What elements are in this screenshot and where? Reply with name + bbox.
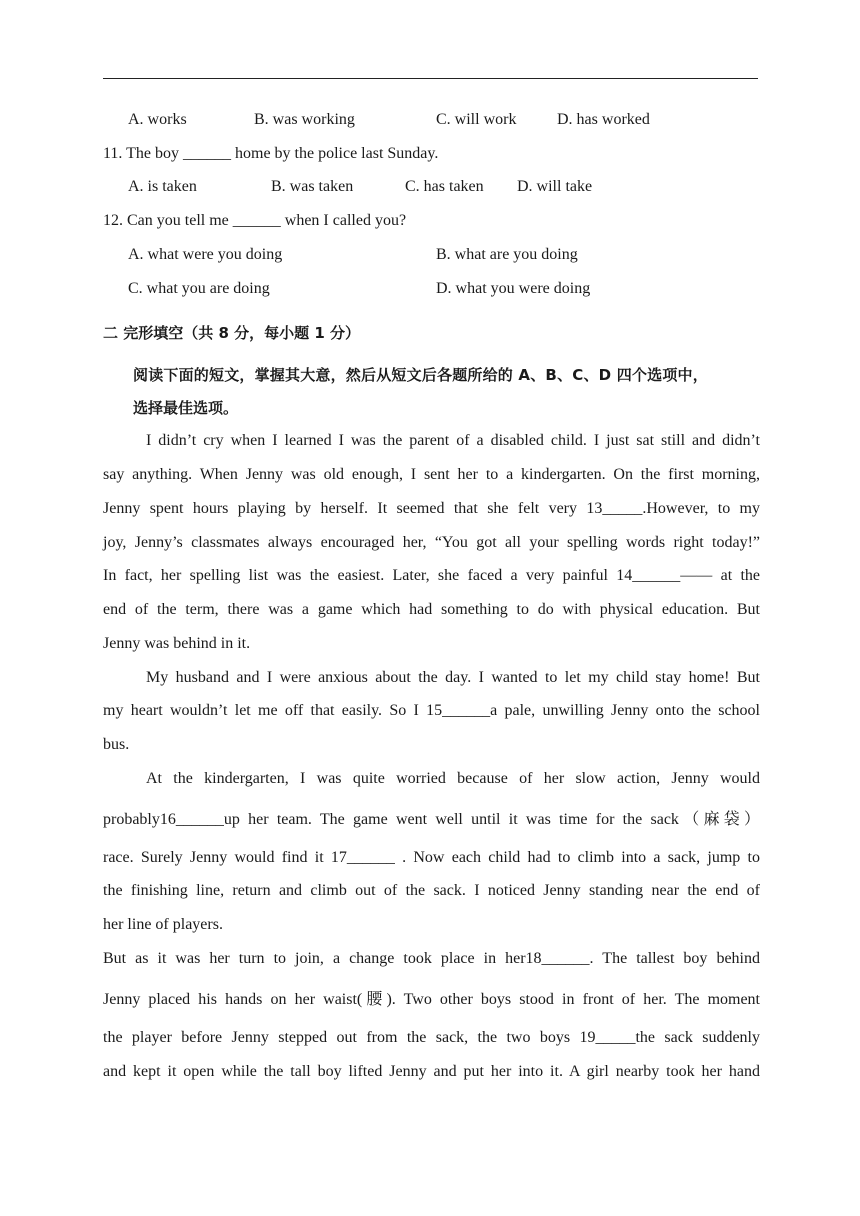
- section-heading: 二 完形填空（共 8 分，每小题 1 分）: [103, 324, 360, 342]
- passage-line: But as it was her turn to join, a change took place in her18______. The tallest boy behind: [103, 950, 760, 967]
- passage-line: and kept it open while the tall boy lifted Jenny and put her into it. A girl nearby took her hand: [103, 1063, 760, 1080]
- q11-option-c: C. has taken: [405, 178, 484, 195]
- q12-option-b: B. what are you doing: [436, 246, 578, 263]
- passage-line: say anything. When Jenny was old enough, I sent her to a kindergarten. On the first morning,: [103, 466, 760, 483]
- passage-line: At the kindergarten, I was quite worried because of her slow action, Jenny would: [146, 770, 760, 787]
- passage-line: my heart wouldn’t let me off that easily. So I 15______a pale, unwilling Jenny onto the school: [103, 702, 760, 719]
- passage-line: probably16______up her team. The game went well until it was time for the sack（麻袋）: [103, 811, 760, 828]
- passage-line: I didn’t cry when I learned I was the parent of a disabled child. I just sat still and didn’t: [146, 432, 760, 449]
- q11-option-a: A. is taken: [128, 178, 197, 195]
- passage-line: her line of players.: [103, 916, 223, 933]
- passage-line: Jenny placed his hands on her waist(腰). Two other boys stood in front of her. The moment: [103, 991, 760, 1008]
- passage-line: the player before Jenny stepped out from the sack, the two boys 19_____the sack suddenly: [103, 1029, 760, 1046]
- q12-stem: 12. Can you tell me ______ when I called you?: [103, 212, 407, 229]
- passage-line: Jenny spent hours playing by herself. It seemed that she felt very 13_____.However, to my: [103, 500, 760, 517]
- q10-option-a: A. works: [128, 111, 187, 128]
- q10-option-c: C. will work: [436, 111, 517, 128]
- passage-line: end of the term, there was a game which had something to do with physical education. But: [103, 601, 760, 618]
- passage-line: joy, Jenny’s classmates always encouraged her, “You got all your spelling words right today!”: [103, 534, 760, 551]
- q10-option-b: B. was working: [254, 111, 355, 128]
- section-instruction-line-2: 选择最佳选项。: [133, 399, 239, 417]
- q12-option-a: A. what were you doing: [128, 246, 283, 263]
- q10-option-d: D. has worked: [557, 111, 650, 128]
- q12-option-c: C. what you are doing: [128, 280, 270, 297]
- passage-line: race. Surely Jenny would find it 17______ . Now each child had to climb into a sack, jump to: [103, 849, 760, 866]
- q11-option-d: D. will take: [517, 178, 593, 195]
- passage-line: In fact, her spelling list was the easiest. Later, she faced a very painful 14______—— at the: [103, 567, 760, 584]
- passage-line: Jenny was behind in it.: [103, 635, 251, 652]
- passage-line: the finishing line, return and climb out of the sack. I noticed Jenny standing near the end of: [103, 882, 760, 899]
- q11-stem: 11. The boy ______ home by the police last Sunday.: [103, 145, 439, 162]
- q12-option-d: D. what you were doing: [436, 280, 591, 297]
- passage-line: bus.: [103, 736, 130, 753]
- section-instruction-line-1: 阅读下面的短文，掌握其大意，然后从短文后各题所给的 A、B、C、D 四个选项中，: [133, 366, 708, 384]
- q11-option-b: B. was taken: [271, 178, 354, 195]
- passage-line: My husband and I were anxious about the day. I wanted to let my child stay home! But: [146, 669, 760, 686]
- header-rule: [103, 78, 758, 79]
